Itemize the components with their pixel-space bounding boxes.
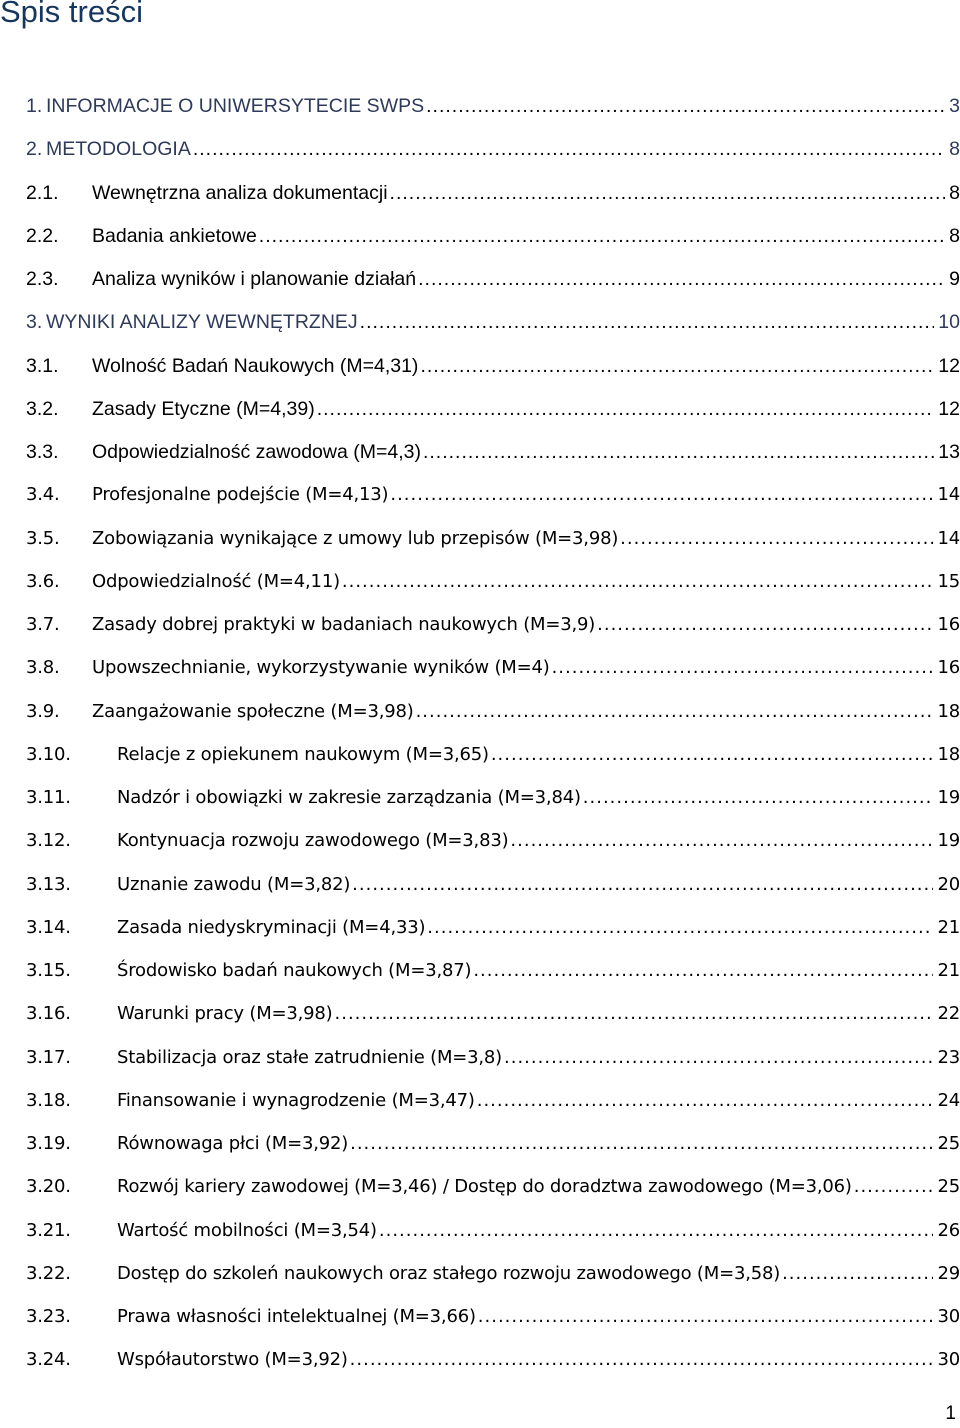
toc-entry-title: Kontynuacja rozwoju zawodowego (M=3,83) [117,830,509,852]
toc-entry-page: 21 [937,960,960,981]
toc-entry[interactable] [26,957,960,985]
toc-entry-number: 3.11. [26,787,71,808]
toc-entry-title: INFORMACJE O UNIWERSYTECIE SWPS [46,95,425,117]
toc-entry-page: 12 [938,354,960,377]
toc-dot-leader [193,135,945,163]
toc-entry-page: 29 [937,1262,960,1284]
toc-dot-leader [597,611,933,639]
toc-entry-number: 3.19. [26,1133,71,1154]
toc-entry-title: Wewnętrzna analiza dokumentacji [92,181,388,204]
toc-dot-leader [583,784,934,812]
toc-entry-title: Współautorstwo (M=3,92) [117,1349,348,1371]
toc-dot-leader [491,741,934,769]
toc-entry[interactable] [26,784,960,812]
toc-entry-page: 16 [937,614,960,635]
toc-entry[interactable] [26,1303,960,1331]
toc-entry-page: 18 [937,743,960,765]
toc-entry-number: 3.6. [26,570,60,592]
toc-entry-page: 30 [937,1306,960,1327]
toc-entry-title: Profesjonalne podejście (M=4,13) [92,484,389,506]
toc-dot-leader [504,1044,933,1072]
toc-entry-title: Upowszechnianie, wykorzystywanie wyników (M=4) [92,657,550,679]
toc-entry[interactable] [26,871,960,899]
toc-entry[interactable] [26,1260,960,1288]
toc-entry[interactable] [26,1000,960,1028]
toc-dot-leader [350,1346,934,1374]
toc-dot-leader [342,568,934,596]
toc-entry-number: 3.14. [26,916,71,938]
toc-entry[interactable] [26,525,960,553]
toc-entry-number: 3.24. [26,1349,71,1371]
toc-entry-page: 25 [937,1176,960,1198]
toc-entry-title: Analiza wyników i planowanie działań [92,268,417,290]
toc-entry-number: 3. [26,311,43,334]
toc-entry[interactable] [26,265,960,293]
toc-entry-number: 2.2. [26,224,59,247]
toc-entry[interactable] [26,827,960,855]
toc-dot-leader [379,1217,934,1245]
toc-entry-title: Zobowiązania wynikające z umowy lub przepisów (M=3,98) [92,527,619,549]
toc-entry-number: 3.20. [26,1176,71,1198]
toc-dot-leader [552,654,934,682]
toc-entry-title: Rozwój kariery zawodowej (M=3,46) / Dostęp do doradztwa zawodowego (M=3,06) [117,1176,852,1198]
toc-entry-page: 19 [937,787,960,808]
toc-dot-leader [259,222,945,250]
toc-entry-title: Finansowanie i wynagrodzenie (M=3,47) [117,1089,475,1111]
toc-entry[interactable] [26,1130,960,1158]
toc-entry[interactable] [26,222,960,250]
toc-entry-page: 20 [937,873,960,895]
toc-entry-number: 3.2. [26,397,59,420]
toc-entry-number: 3.18. [26,1089,71,1111]
toc-entry-number: 3.21. [26,1219,71,1241]
toc-entry[interactable] [26,395,960,423]
toc-entry[interactable] [26,654,960,682]
toc-entry-page: 8 [949,181,960,204]
toc-entry[interactable] [26,438,960,466]
toc-dot-leader [423,438,934,466]
toc-entry-page: 8 [949,138,960,161]
toc-entry-page: 14 [937,527,960,549]
toc-entry-page: 10 [938,311,960,334]
toc-entry[interactable] [26,92,960,120]
toc-entry-number: 3.12. [26,830,71,852]
toc-dot-leader [418,265,945,293]
toc-dot-leader [473,957,933,985]
toc-entry-number: 2.1. [26,181,59,204]
toc-entry-page: 9 [949,268,960,290]
toc-dot-leader [416,698,934,726]
toc-entry-title: METODOLOGIA [46,138,191,161]
toc-entry-page: 12 [938,397,960,420]
toc-entry[interactable] [26,741,960,769]
toc-entry[interactable] [26,308,960,336]
toc-entry[interactable] [26,352,960,380]
toc-entry-title: Wolność Badań Naukowych (M=4,31) [92,354,419,377]
toc-entry[interactable] [26,1173,960,1201]
toc-entry-title: Stabilizacja oraz stałe zatrudnienie (M=3,8) [117,1046,503,1068]
toc-entry-number: 3.15. [26,960,71,981]
toc-dot-leader [390,179,946,207]
toc-entry-page: 22 [937,1003,960,1025]
toc-entry[interactable] [26,481,960,509]
toc-entry-title: Nadzór i obowiązki w zakresie zarządzania (M=3,84) [117,787,581,808]
toc-dot-leader [620,525,933,553]
toc-dot-leader [427,914,933,942]
toc-entry[interactable] [26,179,960,207]
toc-entry-page: 19 [937,830,960,852]
toc-entry[interactable] [26,1346,960,1374]
toc-dot-leader [426,92,945,120]
toc-entry-title: Odpowiedzialność (M=4,11) [92,570,340,592]
toc-entry-page: 14 [937,484,960,506]
toc-entry[interactable] [26,1217,960,1245]
toc-entry-title: Równowaga płci (M=3,92) [117,1133,349,1154]
toc-entry-page: 26 [937,1219,960,1241]
toc-entry-number: 2.3. [26,268,59,290]
toc-entry-page: 3 [949,95,960,117]
toc-entry-title: Zasady Etyczne (M=4,39) [92,397,315,420]
toc-entry-number: 3.7. [26,614,60,635]
toc-entry-title: Prawa własności intelektualnej (M=3,66) [117,1306,476,1327]
toc-entry-page: 13 [938,441,960,463]
toc-entry-number: 3.23. [26,1306,71,1327]
toc-dot-leader [350,1130,933,1158]
toc-entry[interactable] [26,568,960,596]
toc-dot-leader [317,395,935,423]
toc-entry-title: Zaangażowanie społeczne (M=3,98) [92,700,414,722]
toc-entry-number: 3.5. [26,527,60,549]
toc-entry-number: 3.8. [26,657,60,679]
toc-entry-title: Odpowiedzialność zawodowa (M=4,3) [92,441,421,463]
toc-entry-title: Dostęp do szkoleń naukowych oraz stałego rozwoju zawodowego (M=3,58) [117,1262,781,1284]
page-title: Spis treści [0,0,143,29]
toc-dot-leader [477,1087,934,1115]
toc-entry-title: Zasady dobrej praktyki w badaniach naukowych (M=3,9) [92,614,596,635]
toc-entry-number: 3.3. [26,441,59,463]
toc-entry[interactable] [26,1044,960,1072]
toc-entry-number: 3.4. [26,484,60,506]
toc-entry-title: WYNIKI ANALIZY WEWNĘTRZNEJ [46,311,358,334]
toc-entry-page: 8 [949,224,960,247]
toc-entry-title: Warunki pracy (M=3,98) [117,1003,333,1025]
toc-entry-title: Środowisko badań naukowych (M=3,87) [117,960,472,981]
toc-entry-page: 21 [937,916,960,938]
toc-entry-title: Uznanie zawodu (M=3,82) [117,873,351,895]
toc-entry-page: 15 [937,570,960,592]
toc-entry-number: 1. [26,95,43,117]
toc-entry-number: 3.10. [26,743,71,765]
toc-entry[interactable] [26,698,960,726]
page-number: 1 [945,1403,956,1424]
toc-entry-number: 3.22. [26,1262,71,1284]
toc-entry-page: 16 [937,657,960,679]
toc-dot-leader [335,1000,934,1028]
toc-entry-number: 3.17. [26,1046,71,1068]
toc-entry-page: 25 [937,1133,960,1154]
toc-entry-page: 23 [937,1046,960,1068]
toc-entry-page: 30 [937,1349,960,1371]
toc-entry-number: 3.16. [26,1003,71,1025]
toc-entry-number: 3.9. [26,700,60,722]
toc-entry-title: Zasada niedyskryminacji (M=4,33) [117,916,426,938]
toc-entry-page: 18 [937,700,960,722]
toc-dot-leader [782,1260,933,1288]
toc-entry-number: 2. [26,138,43,161]
toc-dot-leader [352,871,933,899]
toc-entry-page: 24 [937,1089,960,1111]
toc-entry-title: Relacje z opiekunem naukowym (M=3,65) [117,743,489,765]
toc-dot-leader [420,352,934,380]
toc-entry[interactable] [26,611,960,639]
toc-dot-leader [478,1303,934,1331]
toc-entry[interactable] [26,1087,960,1115]
toc-entry-number: 3.13. [26,873,71,895]
toc-entry-title: Badania ankietowe [92,224,257,247]
toc-entry-number: 3.1. [26,354,59,377]
toc-entry[interactable] [26,914,960,942]
toc-entry-title: Wartość mobilności (M=3,54) [117,1219,377,1241]
toc-dot-leader [510,827,933,855]
toc-dot-leader [854,1173,934,1201]
toc-entry[interactable] [26,135,960,163]
toc-dot-leader [390,481,933,509]
toc-dot-leader [360,308,935,336]
